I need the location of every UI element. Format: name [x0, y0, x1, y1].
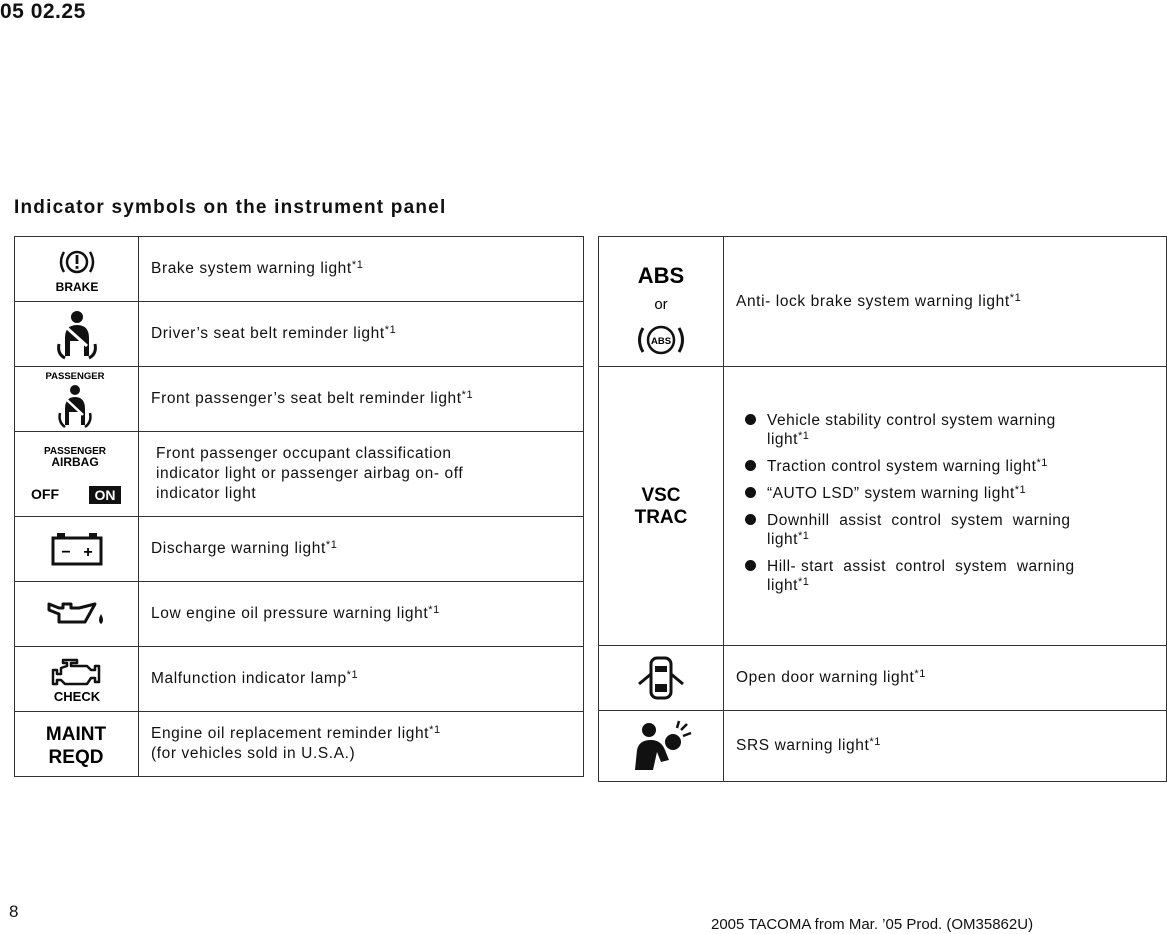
table-row: [599, 237, 1166, 367]
check-icon-text: CHECK: [53, 689, 100, 704]
abs-label: Anti- lock brake system warning light$^{*1}$: [736, 291, 1022, 310]
battery-minus: −: [60, 544, 71, 561]
brake-label: Brake system warning light$^{*1}$: [151, 259, 364, 277]
table-row: [599, 367, 1166, 646]
table-row: [599, 646, 1166, 711]
right-indicator-table: [598, 236, 1167, 782]
brake-icon-text: BRAKE: [55, 280, 98, 294]
maint-icon-text-2: REQD: [48, 747, 103, 768]
list-item: Downhill assist control system warning light$^{*1}$: [741, 511, 1152, 549]
battery-icon: [47, 529, 107, 569]
bullet-icon: [745, 414, 756, 425]
vsc-warning-list: [741, 411, 1152, 595]
open-door-label: Open door warning light$^{*1}$: [736, 668, 926, 686]
seat-belt-label: Driver’s seat belt reminder light$^{*1}$: [151, 324, 397, 342]
maint-label: Engine oil replacement reminder light$^{*1}$ (for vehicles sold in U.S.A.): [151, 724, 441, 762]
bullet-icon: [745, 560, 756, 571]
abs-circle-text: ABS: [650, 335, 672, 347]
list-item: Vehicle stability control system warning light$^{*1}$: [741, 411, 1152, 449]
srs-airbag-icon: [629, 720, 693, 772]
passenger-icon-text: PASSENGER: [45, 371, 104, 382]
bullet-icon: [745, 487, 756, 498]
battery-plus: +: [82, 544, 93, 561]
vsc-trac-icon: [621, 481, 701, 531]
list-item: Traction control system warning light$^{*1}$: [741, 457, 1152, 476]
airbag-off-text: OFF: [30, 486, 59, 502]
left-indicator-table: [14, 236, 584, 777]
passenger-airbag-icon: [27, 442, 127, 506]
airbag-icon-text-2: AIRBAG: [50, 455, 99, 469]
airbag-on-text: ON: [94, 487, 115, 503]
oil-pressure-label: Low engine oil pressure warning light$^{*1}$: [151, 604, 440, 622]
srs-label: SRS warning light$^{*1}$: [736, 736, 882, 754]
table-row: [15, 367, 583, 432]
section-title: Indicator symbols on the instrument panel: [14, 197, 447, 218]
bullet-icon: [745, 460, 756, 471]
maint-icon-text-1: MAINT: [45, 724, 106, 745]
vsc-wordmark: VSC: [641, 485, 681, 506]
list-item: Hill- start assist control system warning light$^{*1}$: [741, 557, 1152, 595]
malfunction-label: Malfunction indicator lamp$^{*1}$: [151, 669, 359, 687]
passenger-seat-belt-icon: [37, 369, 117, 429]
discharge-label: Discharge warning light$^{*1}$: [151, 539, 338, 557]
abs-icon: [616, 242, 706, 362]
table-row: [15, 517, 583, 582]
footer-doc-id: 2005 TACOMA from Mar. ’05 Prod. (OM35862U): [711, 916, 1034, 933]
table-row: [15, 302, 583, 367]
maint-reqd-icon: [42, 720, 112, 768]
table-row: [599, 711, 1166, 781]
page-date: 05 02.25: [0, 0, 86, 23]
table-row: [15, 647, 583, 712]
open-door-icon: [631, 654, 691, 702]
abs-or-text: or: [654, 295, 668, 313]
oil-can-icon: [45, 596, 109, 632]
table-row: [15, 582, 583, 647]
passenger-seat-belt-label: Front passenger’s seat belt reminder light$^{*1}$: [151, 389, 474, 407]
seat-belt-icon: [47, 308, 107, 360]
check-engine-icon: [47, 654, 107, 704]
list-item: “AUTO LSD” system warning light$^{*1}$: [741, 484, 1152, 503]
table-row: [15, 712, 583, 776]
abs-wordmark: ABS: [637, 262, 685, 288]
trac-wordmark: TRAC: [634, 507, 688, 528]
bullet-icon: [745, 514, 756, 525]
page-number: 8: [9, 902, 19, 921]
airbag-icon-text-1: PASSENGER: [43, 446, 106, 457]
passenger-airbag-label: Front passenger occupant classification indicator light or passenger airbag on- off indicator light: [156, 445, 464, 502]
brake-warning-icon: [42, 244, 112, 294]
table-row: [15, 237, 583, 302]
table-row: [15, 432, 583, 517]
